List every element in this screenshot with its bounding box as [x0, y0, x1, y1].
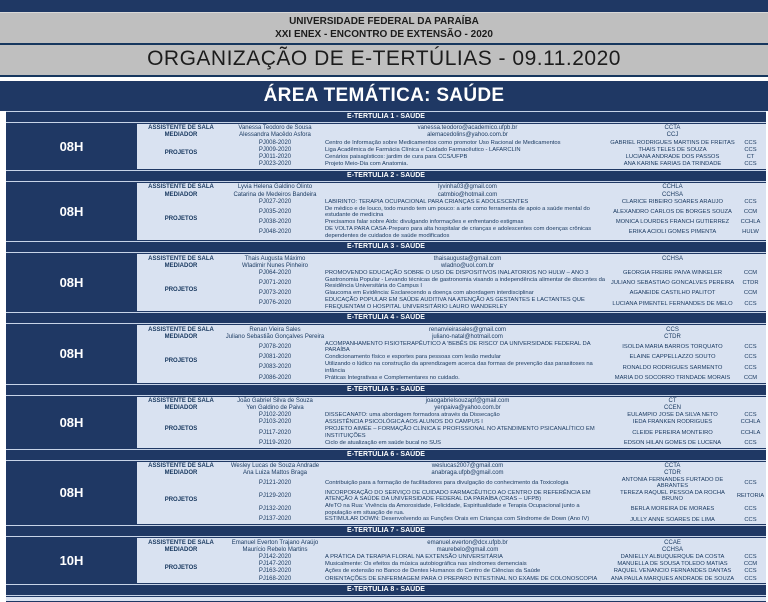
project-campus-code: CCS	[744, 364, 757, 371]
assistente-name: João Gabriel Silva de Souza	[237, 397, 313, 404]
mediador-campus: CTDR	[664, 333, 681, 340]
project-description: Projeto Meio-Dia com Anatomia.	[325, 161, 409, 168]
assistente-email: thaisaugusta@gmail.com	[433, 255, 502, 262]
assistente-row	[137, 255, 766, 262]
project-campus-code: CCS	[744, 344, 757, 351]
role-label: MEDIADOR	[164, 262, 198, 269]
project-campus-code: CCS	[744, 480, 757, 487]
session-panel	[137, 325, 766, 382]
session-block	[6, 324, 766, 383]
project-campus-code: CCM	[743, 209, 758, 216]
project-row	[225, 270, 766, 277]
project-code: PJ076-2020	[258, 300, 292, 307]
project-row	[225, 575, 766, 582]
mediador-email: catmbio@hotmail.com	[437, 191, 498, 198]
project-coordinator: MONICA LOURDES FRANCH GUTIERREZ	[615, 219, 730, 226]
mediador-name: Maurício Rebelo Martins	[242, 546, 308, 553]
project-row	[225, 374, 766, 381]
project-description: ESTIMULAR DOWN: Desenvolvendo as Funções Orais em Crianças com Síndrome de Down (Ano IV)	[325, 516, 590, 523]
session-panel	[137, 254, 766, 311]
project-coordinator: ISOLDA MARIA BARROS TORQUATO	[622, 344, 723, 351]
role-label-projetos: PROJETOS	[164, 286, 198, 293]
assistente-email: joaogabrielsouzapf@gmail.com	[425, 397, 510, 404]
projects-area	[137, 139, 766, 168]
project-description: Centro de Informação sobre Medicamentos como promotor Uso Racional de Medicamentos	[325, 139, 561, 146]
project-code: PJ027-2020	[258, 198, 292, 205]
role-label: ASSISTENTE DE SALA	[148, 326, 214, 333]
project-row	[225, 219, 766, 226]
project-row	[225, 503, 766, 516]
assistente-campus: CCS	[666, 326, 679, 333]
assistente-campus: CCHSA	[661, 255, 683, 262]
mediador-email: alemacedolins@yahoo.com.br	[427, 132, 508, 139]
mediador-name: Juliano Sebastião Gonçalves Pereira	[225, 333, 325, 340]
project-description: ACOMPANHAMENTO FISIOTERAPÊUTICO A 'BEBÊS DE RISCO' DA UNIVERSIDADE FEDERAL DA PARAÍBA	[325, 340, 591, 354]
project-code: PJ147-2020	[258, 561, 292, 568]
project-code: PJ035-2020	[258, 208, 292, 215]
project-description: ORIENTAÇÕES DE ENFERMAGEM PARA O PREPARO INTESTINAL NO EXAME DE COLONOSCOPIA	[325, 575, 598, 582]
mediador-email: maurebelo@gmail.com	[436, 546, 499, 553]
project-code: PJ083-2020	[258, 364, 292, 371]
project-description: PROMOVENDO EDUCAÇÃO SOBRE O USO DE DISPOSITIVOS INALATORIOS NO HULW – ANO 3	[325, 269, 589, 276]
project-row	[225, 477, 766, 490]
project-description: Condicionamento físico e esportes para pessoas com lesão medular	[325, 354, 501, 361]
page-title: ORGANIZAÇÃO DE E-TERTÚLIAS - 09.11.2020	[0, 45, 768, 77]
project-campus-code: REITORIA	[736, 493, 765, 500]
role-label: MEDIADOR	[164, 132, 198, 139]
project-coordinator: ERIKA ACIOLI GOMES PIMENTA	[628, 229, 717, 236]
role-label-projetos: PROJETOS	[164, 150, 198, 157]
project-description: Musicalmente: Os efeitos da música autobiográfica nas síndromes demenciais	[325, 561, 527, 568]
project-campus-code: CTDR	[742, 280, 759, 287]
role-label-projetos: PROJETOS	[164, 496, 198, 503]
project-description: Cenários paisagísticos: jardim de cura para CCS/UFPB	[325, 154, 468, 161]
project-description: INCORPORAÇÃO DO SERVIÇO DE CUIDADO FARMACÊUTICO AO CENTRO DE REFERÊNCIA EM ATENÇÃO À SAÚDE DA UNIVERSIDADE FEDERAL DA PARAÍBA (CRAS – UFPB)	[325, 489, 591, 503]
mediador-campus: CCEN	[663, 404, 681, 411]
assistente-row	[137, 184, 766, 191]
role-label: ASSISTENTE DE SALA	[148, 255, 214, 262]
role-label-projetos: PROJETOS	[164, 357, 198, 364]
project-coordinator: DANIELLY ALBUQUERQUE DA COSTA	[620, 554, 725, 561]
project-row	[225, 354, 766, 361]
session-time: 08H	[59, 485, 84, 501]
project-row	[225, 277, 766, 290]
project-coordinator: MANUELLA DE SOUSA TOLEDO MATIAS	[617, 561, 728, 568]
document-header	[0, 12, 768, 77]
project-row	[225, 561, 766, 568]
session-time: 10H	[59, 553, 84, 569]
project-row	[225, 161, 766, 168]
project-code: PJ103-2020	[258, 419, 292, 426]
mediador-campus: CCHSA	[661, 191, 683, 198]
session-time: 08H	[59, 414, 84, 430]
session-block	[6, 253, 766, 312]
project-description: De médico e de louco, todo mundo tem um pouco: a arte como ferramenta de apoio a saúde mental do estudante de medicina	[325, 205, 590, 219]
project-campus-code: CCS	[744, 575, 757, 582]
session-time: 08H	[59, 275, 84, 291]
project-description: LABIRINTO: TERAPIA OCUPACIONAL PARA CRIANÇAS E ADOLESCENTES	[325, 198, 529, 205]
university-name: UNIVERSIDADE FEDERAL DA PARAÍBA	[289, 16, 479, 27]
project-campus-code: CCS	[744, 439, 757, 446]
thematic-area-title: ÁREA TEMÁTICA: SAÚDE	[0, 81, 768, 111]
project-campus-code: CCM	[743, 270, 758, 277]
mediador-name: Wladimir Nunes Pinheiro	[241, 262, 309, 269]
project-code: PJ078-2020	[258, 344, 292, 351]
project-description: Ciclo de atualização em saúde bucal no SUS	[325, 439, 442, 446]
project-campus-code: CCS	[744, 412, 757, 419]
project-description: Gastronomia Popular - Levando técnicas de gastronomia visando a independência alimentar de discentes da Residência Universitária do Campus I	[325, 276, 606, 290]
project-campus-code: CCM	[743, 290, 758, 297]
role-label: ASSISTENTE DE SALA	[148, 539, 214, 546]
project-row	[225, 568, 766, 575]
mediador-name: Alessandra Macêdo Asfora	[239, 132, 311, 139]
project-row	[225, 139, 766, 146]
project-campus-code: CCS	[744, 161, 757, 168]
event-name: XXI ENEX - ENCONTRO DE EXTENSÃO - 2020	[275, 28, 493, 40]
session-block	[6, 182, 766, 241]
top-navy-strip	[0, 0, 768, 12]
projects-area	[137, 477, 766, 523]
project-coordinator: EDSON HILAN GOMES DE LUCENA	[623, 439, 722, 446]
project-campus-code: CT	[746, 154, 755, 161]
assistente-name: Emanuel Everton Trajano Araújo	[231, 539, 319, 546]
assistente-campus: CCAE	[664, 539, 681, 546]
mediador-row	[137, 334, 766, 341]
role-label: MEDIADOR	[164, 470, 198, 477]
mediador-email: anabraga.ufpb@gmail.com	[431, 470, 504, 477]
project-code: PJ121-2020	[258, 480, 292, 487]
project-coordinator: ALEXANDRO CARLOS DE BORGES SOUZA	[613, 209, 732, 216]
project-description: EDUCAÇÃO POPULAR EM SAÚDE AUDITIVA NA ATENÇÃO AS GESTANTES E LACTANTES QUE FREQUENTAM O HOSPITAL UNIVERSITÁRIO LAURO WANDERLEY	[325, 297, 585, 310]
project-description: Ações de extensão no Banco de Dentes Humanos do Centro de Ciências da Saúde	[325, 568, 541, 575]
mediador-name: Yen Galdino de Paiva	[246, 404, 304, 411]
project-row	[225, 341, 766, 354]
project-description: DISSECANATO: uma abordagem formadora através da Dissecação	[325, 412, 500, 419]
session-header-bar: E-TERTULIA 3 - SAÚDE	[6, 241, 766, 253]
mediador-name: Catarina de Medeiros Bandeira	[233, 191, 317, 198]
project-campus-code: CCM	[743, 374, 758, 381]
mediador-email: juliano-natal@hotmail.com	[432, 333, 503, 340]
project-coordinator: JULLY ANNE SOARES DE LIMA	[630, 516, 715, 523]
project-row	[225, 439, 766, 446]
session-header-bar: E-TERTULIA 1 - SAÚDE	[6, 111, 766, 123]
assistente-email: renanvieirasales@gmail.com	[428, 326, 507, 333]
project-code: PJ129-2020	[258, 493, 292, 500]
session-header-bar: E-TERTULIA 2 - SAÚDE	[6, 170, 766, 182]
project-campus-code: CCHLA	[740, 219, 761, 226]
project-code: PJ117-2020	[259, 429, 291, 436]
project-campus-code: HULW	[742, 229, 759, 236]
assistente-row	[137, 463, 766, 470]
project-campus-code: CCHLA	[740, 429, 761, 436]
projects-area	[137, 412, 766, 447]
assistente-row	[137, 326, 766, 333]
projects-list	[225, 341, 766, 382]
assistente-row	[137, 539, 766, 546]
mediador-row	[137, 132, 766, 139]
role-label: MEDIADOR	[164, 333, 198, 340]
project-code: PJ081-2020	[258, 354, 292, 361]
project-coordinator: CLARICE RIBEIRO SOARES ARAUJO	[621, 198, 724, 205]
project-coordinator: ANA PAULA MARQUES ANDRADE DE SOUZA	[610, 575, 735, 582]
session-panel	[137, 538, 766, 583]
session-time: 08H	[59, 346, 84, 362]
mediador-email: yenpaiva@yahoo.com.br	[434, 404, 501, 411]
mediador-row	[137, 405, 766, 412]
assistente-row	[137, 125, 766, 132]
assistente-campus: CT	[668, 397, 677, 404]
mediador-row	[137, 470, 766, 477]
project-row	[225, 490, 766, 503]
project-code: PJ137-2020	[258, 516, 292, 523]
project-code: PJ071-2020	[258, 280, 292, 287]
session-block	[6, 461, 766, 526]
project-coordinator: EULAMPIO JOSE DA SILVA NETO	[627, 412, 718, 419]
project-coordinator: GABRIEL RODRIGUES MARTINS DE FREITAS	[610, 139, 735, 146]
project-description: Liga Acadêmica de Farmácia Clínica e Cuidado Farmacêutico - LAFARCLIN	[325, 146, 521, 153]
session-panel	[137, 462, 766, 525]
project-row	[225, 147, 766, 154]
project-code: PJ038-2020	[258, 219, 292, 226]
session-panel	[137, 124, 766, 169]
mediador-campus: CCHSA	[661, 546, 683, 553]
project-code: PJ168-2020	[258, 575, 292, 582]
assistente-name: Lyvia Helena Galdino Olinto	[237, 184, 313, 191]
mediador-email: wladno@uol.com.br	[440, 262, 495, 269]
project-code: PJ073-2020	[258, 290, 292, 297]
project-description: DE VOLTA PARA CASA-Preparo para alta hospitalar de crianças e adolescentes com doenças crônicas dependentes de cuidados de saúde modificados	[325, 226, 592, 239]
project-campus-code: CCS	[744, 516, 757, 523]
session-block	[6, 396, 766, 449]
session-block	[6, 537, 766, 584]
mediador-name: Ana Luiza Mattos Braga	[242, 470, 308, 477]
project-code: PJ163-2020	[258, 568, 292, 575]
project-description: Contribuição para a formação de facilitadores para divulgação do conhecimento da Toxicologia	[325, 480, 569, 487]
session-panel	[137, 183, 766, 240]
schedule-table-wrap	[0, 111, 768, 602]
project-campus-code: CCS	[744, 146, 757, 153]
project-coordinator: ELAINE CAPPELLAZZO SOUTO	[629, 354, 716, 361]
project-coordinator: THAIS TELES DE SOUZA	[638, 146, 707, 153]
project-campus-code: CCS	[744, 198, 757, 205]
project-code: PJ086-2020	[258, 374, 292, 381]
assistente-campus: CCTA	[664, 125, 681, 132]
session-header-bar: E-TERTULIA 4 - SAÚDE	[6, 312, 766, 324]
projects-area	[137, 341, 766, 382]
assistente-email: vanessa.teodoro@academico.ufpb.br	[417, 125, 518, 132]
session-header-bar: E-TERTULIA 5 - SAÚDE	[6, 384, 766, 396]
project-campus-code: CCS	[744, 506, 757, 513]
role-label-projetos: PROJETOS	[164, 425, 198, 432]
session-header-bar: E-TERTULIA 8 - SAÚDE	[6, 584, 766, 596]
project-description: Glaucoma em Evidência: Esclarecendo a doença com abordagem interdisciplinar	[325, 290, 534, 297]
mediador-row	[137, 191, 766, 198]
project-code: PJ119-2020	[259, 439, 291, 446]
role-label: ASSISTENTE DE SALA	[148, 184, 214, 191]
mediador-row	[137, 262, 766, 269]
university-header	[0, 13, 768, 45]
project-description: Precisamos falar sobre Aids: divulgando informações e enfrentando estigmas	[325, 219, 524, 226]
assistente-email: lyvinha03@gmail.com	[438, 184, 497, 191]
projects-list	[225, 199, 766, 240]
project-row	[225, 516, 766, 523]
projects-list	[225, 270, 766, 311]
project-description: Práticas Integrativas e Complementares no cuidado.	[325, 374, 460, 381]
assistente-campus: CCTA	[664, 462, 681, 469]
project-row	[225, 297, 766, 310]
assistente-email: weslucas2007@gmail.com	[431, 462, 504, 469]
project-campus-code: CCS	[744, 554, 757, 561]
project-row	[225, 206, 766, 219]
project-code: PJ064-2020	[258, 269, 292, 276]
project-code: PJ023-2020	[258, 161, 292, 168]
project-coordinator: ANA KARINE FARIAS DA TRINDADE	[623, 161, 722, 168]
assistente-name: Vanessa Teodoro de Sousa	[238, 125, 312, 132]
project-row	[225, 412, 766, 419]
projects-list	[225, 139, 766, 168]
project-campus-code: CCS	[744, 568, 757, 575]
session-partial-row	[6, 597, 766, 601]
role-label-projetos: PROJETOS	[164, 215, 198, 222]
project-campus-code: CCS	[744, 300, 757, 307]
projects-list	[225, 554, 766, 583]
project-description: ASSISTÊNCIA PSICOLÓGICA AOS ALUNOS DO CAMPUS I	[325, 419, 483, 426]
project-code: PJ008-2020	[258, 139, 292, 146]
project-description: PROJETO AIMÉE – FORMAÇÃO CLÍNICA E PROFISSIONAL NO ATENDIMENTO PSICANALÍTICO EM INSTITUIÇÕES	[325, 426, 595, 439]
project-code: PJ009-2020	[258, 146, 292, 153]
session-block	[6, 123, 766, 170]
session-panel	[137, 397, 766, 448]
project-row	[225, 154, 766, 161]
project-coordinator: RAQUEL VENANCIO FERNANDES DANTAS	[613, 568, 732, 575]
role-label: MEDIADOR	[164, 191, 198, 198]
project-code: PJ048-2020	[258, 229, 292, 236]
role-label: ASSISTENTE DE SALA	[148, 397, 214, 404]
project-description: A PRÁTICA DA TERAPIA FLORAL NA EXTENSÃO UNIVERSITÁRIA	[325, 553, 503, 560]
project-row	[225, 554, 766, 561]
project-description: AfeTO na Rua: Vivência da Amorosidade, Felicidade, Espiritualidade e Terapia Ocupacional junto a população em situação de rua.	[325, 502, 580, 516]
session-header-bar: E-TERTÚLIA 6 - SAÚDE	[6, 449, 766, 461]
project-coordinator: MARIA DO SOCORRO TRINDADE MORAIS	[614, 374, 731, 381]
mediador-campus: CCJ	[666, 132, 679, 139]
project-row	[225, 199, 766, 206]
project-description: Utilizando o lúdico na construção da aprendizagem acerca das formas de prevenção das parasitoses na infância	[325, 361, 593, 374]
session-time: 08H	[59, 139, 84, 155]
project-coordinator: GEORGIA FREIRE PAIVA WINKELER	[623, 270, 722, 277]
role-label: MEDIADOR	[164, 546, 198, 553]
project-coordinator: BERLA MOREIRA DE MORAES	[630, 506, 715, 513]
project-coordinator: LUCIANA PIMENTEL FERNANDES DE MELO	[612, 300, 733, 307]
sessions-table	[6, 111, 766, 602]
assistente-name: Renan Vieira Sales	[249, 326, 301, 333]
session-header-bar: E-TERTULIA 7 - SAÚDE	[6, 525, 766, 537]
project-code: PJ011-2020	[259, 154, 291, 161]
role-label: ASSISTENTE DE SALA	[148, 125, 214, 132]
project-coordinator: IEDA FRANKEN RODRIGUES	[632, 419, 713, 426]
project-code: PJ142-2020	[258, 553, 292, 560]
projects-area	[137, 270, 766, 311]
assistente-email: emanuel.everton@dcx.ufpb.br	[427, 539, 508, 546]
project-campus-code: CCS	[744, 354, 757, 361]
role-label-projetos: PROJETOS	[164, 564, 198, 571]
projects-area	[137, 554, 766, 583]
assistente-name: Thais Augusta Máximo	[244, 255, 306, 262]
project-row	[225, 226, 766, 239]
role-label: ASSISTENTE DE SALA	[148, 462, 214, 469]
project-coordinator: RONALDO RODRIGUES SARMENTO	[622, 364, 723, 371]
project-coordinator: LUCIANA ANDRADE DOS PASSOS	[625, 154, 720, 161]
session-time: 08H	[59, 204, 84, 220]
mediador-row	[137, 547, 766, 554]
project-code: PJ132-2020	[258, 506, 292, 513]
project-coordinator: AGANEIDE CASTILHO PALITOT	[629, 290, 716, 297]
project-row	[225, 361, 766, 374]
project-coordinator: TEREZA RAQUEL PESSOA DA ROCHA BRUNO	[620, 489, 725, 503]
project-code: PJ102-2020	[258, 412, 292, 419]
project-campus-code: CCM	[743, 561, 758, 568]
assistente-campus: CCHLA	[662, 184, 683, 191]
project-coordinator: ANTONIA FERNANDES FURTADO DE ABRANTES	[621, 477, 724, 490]
assistente-name: Wesley Lucas de Souza Andrade	[230, 462, 320, 469]
assistente-row	[137, 398, 766, 405]
project-campus-code: CCS	[744, 139, 757, 146]
project-coordinator: JULIANO SEBASTIAO GONCALVES PEREIRA	[610, 280, 735, 287]
project-campus-code: CCHLA	[740, 419, 761, 426]
project-coordinator: CLEIDE PEREIRA MONTEIRO	[632, 429, 713, 436]
project-row	[225, 426, 766, 439]
projects-area	[137, 199, 766, 240]
mediador-campus: CTDR	[664, 470, 681, 477]
role-label: MEDIADOR	[164, 404, 198, 411]
projects-list	[225, 412, 766, 447]
projects-list	[225, 477, 766, 523]
